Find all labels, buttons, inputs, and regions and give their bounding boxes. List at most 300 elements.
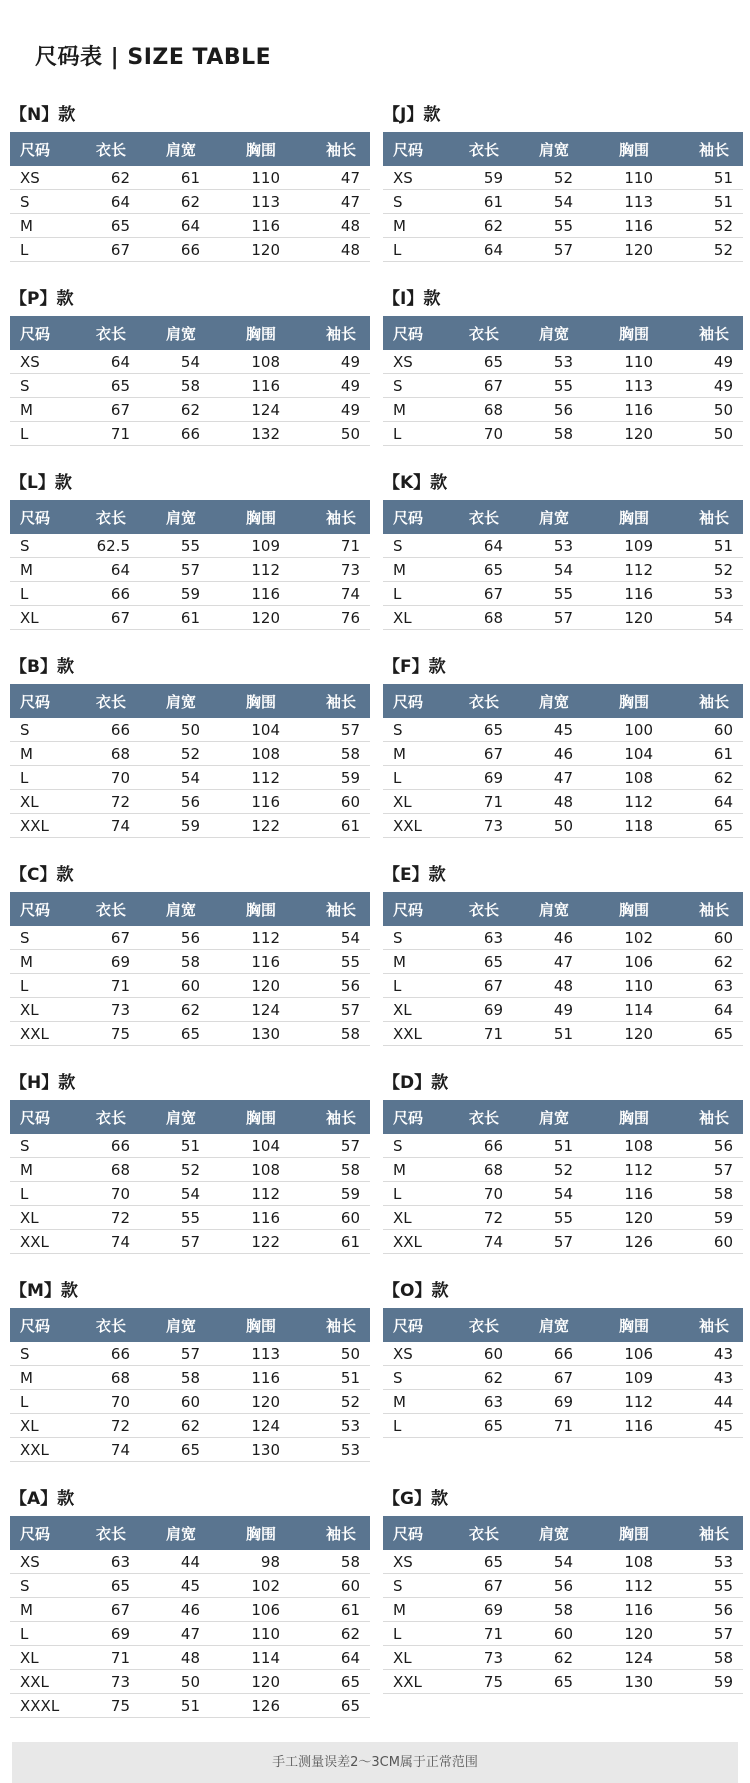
header-cell: 胸围 [245, 1316, 276, 1335]
table-cell: 65 [483, 560, 503, 579]
header-cell: 肩宽 [538, 1316, 569, 1335]
table-row [10, 1646, 370, 1670]
table-cell: 51 [713, 168, 733, 187]
table-cell: 44 [180, 1552, 200, 1571]
table-row [383, 1574, 743, 1598]
table-row [10, 790, 370, 814]
block-title: 【C】款 [10, 865, 74, 885]
table-cell: 100 [624, 720, 653, 739]
table-cell: 116 [624, 216, 653, 235]
table-cell: 66 [483, 1136, 503, 1155]
size-table [383, 1100, 743, 1254]
table-cell: 68 [110, 1160, 130, 1179]
table-header [10, 1100, 370, 1134]
header-cell: 肩宽 [165, 900, 196, 919]
table-cell: 54 [180, 1184, 200, 1203]
table-cell: 49 [553, 1000, 573, 1019]
header-cell: 肩宽 [538, 900, 569, 919]
table-row [10, 190, 370, 214]
table-cell: 68 [110, 1368, 130, 1387]
table-cell: 102 [251, 1576, 280, 1595]
table-cell: 57 [340, 1136, 360, 1155]
table-cell: 57 [553, 1232, 573, 1251]
table-cell: 120 [251, 1672, 280, 1691]
table-cell: S [393, 536, 403, 555]
size-table [10, 1308, 370, 1462]
table-row [383, 718, 743, 742]
table-cell: 62 [180, 400, 200, 419]
table-row [10, 166, 370, 190]
header-cell: 胸围 [618, 1316, 649, 1335]
table-cell: S [20, 928, 30, 947]
table-cell: 118 [624, 816, 653, 835]
table-cell: 58 [713, 1184, 733, 1203]
header-cell: 尺码 [393, 1108, 424, 1127]
table-cell: L [393, 768, 402, 787]
header-cell: 袖长 [325, 1524, 356, 1543]
table-cell: 52 [713, 216, 733, 235]
table-cell: XL [393, 1208, 412, 1227]
table-cell: S [393, 720, 403, 739]
table-cell: 66 [110, 720, 130, 739]
size-table [383, 316, 743, 446]
table-cell: 52 [340, 1392, 360, 1411]
header-cell: 肩宽 [165, 508, 196, 527]
table-cell: 57 [340, 1000, 360, 1019]
table-cell: 43 [713, 1344, 733, 1363]
table-cell: 116 [624, 1184, 653, 1203]
table-cell: 58 [713, 1648, 733, 1667]
header-cell: 胸围 [245, 508, 276, 527]
table-cell: 120 [251, 1392, 280, 1411]
table-cell: 59 [713, 1672, 733, 1691]
table-header [383, 132, 743, 166]
table-row [10, 1574, 370, 1598]
table-row [10, 1694, 370, 1718]
table-cell: 112 [251, 1184, 280, 1203]
table-cell: M [393, 952, 406, 971]
table-cell: 104 [624, 744, 653, 763]
table-cell: 44 [713, 1392, 733, 1411]
table-cell: 69 [110, 952, 130, 971]
size-block [383, 282, 743, 446]
table-cell: 55 [553, 584, 573, 603]
table-header [10, 1516, 370, 1550]
table-cell: 57 [340, 720, 360, 739]
table-cell: 45 [553, 720, 573, 739]
size-table [10, 892, 370, 1046]
table-row [383, 534, 743, 558]
table-cell: L [393, 424, 402, 443]
table-cell: 66 [110, 1344, 130, 1363]
table-cell: 130 [251, 1024, 280, 1043]
table-cell: 124 [251, 400, 280, 419]
table-cell: L [393, 1184, 402, 1203]
table-cell: 65 [483, 1552, 503, 1571]
table-cell: 112 [624, 1160, 653, 1179]
table-row [10, 1158, 370, 1182]
table-cell: 48 [340, 240, 360, 259]
table-header [383, 1516, 743, 1550]
size-table [383, 892, 743, 1046]
table-cell: L [20, 1184, 29, 1203]
table-cell: M [20, 952, 33, 971]
table-cell: 72 [110, 792, 130, 811]
table-cell: 49 [713, 376, 733, 395]
table-cell: 108 [624, 768, 653, 787]
table-cell: 71 [110, 1648, 130, 1667]
table-cell: 70 [110, 1184, 130, 1203]
table-cell: 73 [110, 1000, 130, 1019]
table-cell: 52 [180, 744, 200, 763]
table-cell: 51 [553, 1136, 573, 1155]
table-cell: S [20, 536, 30, 555]
table-cell: 57 [553, 240, 573, 259]
table-cell: 112 [624, 1392, 653, 1411]
table-header [383, 316, 743, 350]
table-row [10, 1366, 370, 1390]
table-cell: 65 [340, 1696, 360, 1715]
table-cell: 76 [340, 608, 360, 627]
table-row [383, 374, 743, 398]
header-cell: 胸围 [618, 140, 649, 159]
table-cell: 53 [553, 352, 573, 371]
table-row [383, 398, 743, 422]
table-cell: 69 [483, 1000, 503, 1019]
table-cell: XXL [393, 1232, 422, 1251]
table-cell: XL [20, 608, 39, 627]
table-cell: 64 [713, 792, 733, 811]
header-cell: 袖长 [698, 1524, 729, 1543]
table-cell: 52 [553, 1160, 573, 1179]
table-cell: 48 [340, 216, 360, 235]
table-cell: 71 [110, 424, 130, 443]
table-cell: 108 [624, 1136, 653, 1155]
table-cell: 65 [713, 816, 733, 835]
block-title: 【H】款 [10, 1073, 76, 1093]
table-cell: 65 [553, 1672, 573, 1691]
table-row [10, 1230, 370, 1254]
table-row [10, 398, 370, 422]
table-cell: 130 [251, 1440, 280, 1459]
table-row [383, 950, 743, 974]
table-cell: 75 [110, 1696, 130, 1715]
table-row [10, 1598, 370, 1622]
table-cell: 69 [483, 768, 503, 787]
table-cell: XXL [20, 1672, 49, 1691]
table-row [10, 1438, 370, 1462]
header-cell: 衣长 [95, 1316, 126, 1335]
table-cell: 71 [110, 976, 130, 995]
table-header [10, 500, 370, 534]
header-cell: 袖长 [325, 324, 356, 343]
table-cell: 120 [624, 240, 653, 259]
table-cell: 64 [713, 1000, 733, 1019]
table-cell: 58 [340, 1552, 360, 1571]
table-cell: 68 [483, 1160, 503, 1179]
table-cell: XXL [20, 1440, 49, 1459]
table-cell: 61 [713, 744, 733, 763]
table-cell: 74 [110, 1440, 130, 1459]
table-cell: 112 [624, 792, 653, 811]
table-cell: 56 [553, 1576, 573, 1595]
table-cell: 116 [624, 400, 653, 419]
table-cell: M [393, 400, 406, 419]
header-cell: 尺码 [20, 1108, 51, 1127]
size-block [10, 98, 370, 262]
table-cell: 58 [553, 424, 573, 443]
table-cell: 67 [483, 976, 503, 995]
table-cell: S [20, 1576, 30, 1595]
table-row [383, 814, 743, 838]
table-cell: 56 [713, 1136, 733, 1155]
table-row [383, 558, 743, 582]
table-cell: 47 [553, 768, 573, 787]
table-cell: 109 [251, 536, 280, 555]
table-cell: 71 [483, 1624, 503, 1643]
header-cell: 衣长 [95, 1524, 126, 1543]
header-cell: 袖长 [325, 508, 356, 527]
table-cell: 69 [483, 1600, 503, 1619]
table-cell: S [393, 928, 403, 947]
table-cell: 73 [483, 816, 503, 835]
table-cell: 57 [180, 1344, 200, 1363]
header-cell: 肩宽 [538, 508, 569, 527]
table-cell: 61 [180, 608, 200, 627]
table-cell: 61 [340, 1232, 360, 1251]
table-row [383, 790, 743, 814]
table-cell: 116 [624, 584, 653, 603]
table-row [383, 214, 743, 238]
table-cell: 120 [624, 1208, 653, 1227]
table-row [10, 1134, 370, 1158]
table-cell: 98 [260, 1552, 280, 1571]
table-cell: 62 [713, 952, 733, 971]
size-table [10, 132, 370, 262]
table-cell: 67 [483, 744, 503, 763]
header-cell: 袖长 [325, 900, 356, 919]
header-cell: 尺码 [20, 1524, 51, 1543]
table-cell: 62 [713, 768, 733, 787]
table-cell: 66 [110, 584, 130, 603]
header-cell: 尺码 [20, 900, 51, 919]
table-cell: 122 [251, 1232, 280, 1251]
table-cell: 114 [251, 1648, 280, 1667]
table-cell: 65 [713, 1024, 733, 1043]
table-cell: 106 [624, 952, 653, 971]
block-title: 【K】款 [383, 473, 448, 493]
table-cell: 50 [340, 1344, 360, 1363]
table-cell: 60 [713, 720, 733, 739]
table-cell: XXL [20, 1232, 49, 1251]
table-row [383, 1414, 743, 1438]
header-cell: 袖长 [698, 508, 729, 527]
table-cell: 71 [483, 792, 503, 811]
table-cell: 63 [110, 1552, 130, 1571]
table-cell: 64 [340, 1648, 360, 1667]
table-row [10, 1206, 370, 1230]
table-row [383, 1390, 743, 1414]
table-row [383, 766, 743, 790]
block-title: 【M】款 [10, 1281, 78, 1301]
table-cell: 55 [713, 1576, 733, 1595]
table-row [383, 926, 743, 950]
table-cell: 126 [251, 1696, 280, 1715]
size-block [10, 282, 370, 446]
table-cell: 55 [553, 216, 573, 235]
table-cell: 68 [483, 608, 503, 627]
table-cell: 50 [713, 400, 733, 419]
table-cell: 116 [251, 584, 280, 603]
table-row [10, 1414, 370, 1438]
header-cell: 胸围 [245, 324, 276, 343]
table-cell: 57 [713, 1160, 733, 1179]
table-cell: 110 [624, 352, 653, 371]
table-cell: 113 [251, 192, 280, 211]
table-cell: 108 [251, 352, 280, 371]
table-cell: 61 [483, 192, 503, 211]
table-cell: 65 [483, 952, 503, 971]
table-cell: 50 [553, 816, 573, 835]
header-cell: 尺码 [20, 140, 51, 159]
table-cell: L [20, 424, 29, 443]
table-row [383, 1342, 743, 1366]
size-table [383, 684, 743, 838]
table-cell: 53 [340, 1440, 360, 1459]
table-cell: 65 [483, 352, 503, 371]
table-cell: 66 [180, 424, 200, 443]
header-cell: 尺码 [393, 324, 424, 343]
table-cell: XS [393, 168, 413, 187]
table-row [10, 814, 370, 838]
header-cell: 胸围 [618, 508, 649, 527]
block-title: 【P】款 [10, 289, 74, 309]
header-cell: 胸围 [245, 140, 276, 159]
table-row [383, 166, 743, 190]
header-cell: 尺码 [20, 508, 51, 527]
table-cell: 70 [483, 424, 503, 443]
table-cell: XXL [393, 816, 422, 835]
header-cell: 肩宽 [538, 324, 569, 343]
table-cell: 54 [553, 560, 573, 579]
table-row [10, 1342, 370, 1366]
table-cell: M [393, 216, 406, 235]
size-table [383, 500, 743, 630]
table-cell: 58 [340, 1160, 360, 1179]
table-row [10, 214, 370, 238]
table-cell: XXXL [20, 1696, 60, 1715]
block-title: 【F】款 [383, 657, 446, 677]
table-cell: 64 [180, 216, 200, 235]
page-title: 尺码表 | SIZE TABLE [35, 45, 272, 70]
header-cell: 胸围 [618, 1108, 649, 1127]
table-row [10, 1622, 370, 1646]
table-cell: 58 [180, 952, 200, 971]
table-cell: 122 [251, 816, 280, 835]
table-row [383, 1598, 743, 1622]
table-cell: 49 [340, 352, 360, 371]
block-title: 【D】款 [383, 1073, 449, 1093]
table-cell: 56 [713, 1600, 733, 1619]
table-cell: 70 [483, 1184, 503, 1203]
header-cell: 衣长 [468, 140, 499, 159]
table-cell: 67 [110, 240, 130, 259]
table-row [383, 190, 743, 214]
table-cell: XL [393, 792, 412, 811]
header-cell: 尺码 [393, 508, 424, 527]
table-cell: 59 [713, 1208, 733, 1227]
table-cell: 74 [340, 584, 360, 603]
table-row [10, 350, 370, 374]
header-cell: 衣长 [95, 1108, 126, 1127]
table-cell: 65 [110, 1576, 130, 1595]
table-cell: 72 [110, 1208, 130, 1227]
table-cell: 57 [180, 1232, 200, 1251]
header-cell: 胸围 [618, 692, 649, 711]
header-cell: 袖长 [698, 140, 729, 159]
header-cell: 肩宽 [538, 1108, 569, 1127]
table-cell: 47 [340, 168, 360, 187]
header-cell: 尺码 [393, 1524, 424, 1543]
table-cell: 55 [180, 1208, 200, 1227]
table-row [383, 1366, 743, 1390]
header-cell: 袖长 [698, 1316, 729, 1335]
header-cell: 衣长 [95, 692, 126, 711]
table-cell: 108 [251, 1160, 280, 1179]
table-cell: 60 [483, 1344, 503, 1363]
table-cell: 53 [713, 1552, 733, 1571]
table-cell: XXL [20, 1024, 49, 1043]
size-block [383, 98, 743, 262]
table-row [10, 742, 370, 766]
table-cell: 70 [110, 1392, 130, 1411]
table-cell: 64 [110, 352, 130, 371]
table-cell: 60 [340, 1576, 360, 1595]
header-cell: 胸围 [245, 900, 276, 919]
header-cell: 衣长 [468, 1524, 499, 1543]
table-cell: 73 [340, 560, 360, 579]
block-title: 【O】款 [383, 1281, 449, 1301]
table-cell: L [393, 1416, 402, 1435]
header-cell: 袖长 [325, 140, 356, 159]
table-cell: M [20, 1160, 33, 1179]
table-cell: 71 [553, 1416, 573, 1435]
table-cell: 45 [180, 1576, 200, 1595]
header-cell: 袖长 [325, 1316, 356, 1335]
table-cell: 52 [553, 168, 573, 187]
table-cell: 120 [251, 608, 280, 627]
table-row [383, 974, 743, 998]
table-cell: XL [20, 1416, 39, 1435]
table-cell: 132 [251, 424, 280, 443]
table-cell: 68 [110, 744, 130, 763]
header-cell: 尺码 [20, 692, 51, 711]
table-cell: 63 [713, 976, 733, 995]
table-cell: 46 [180, 1600, 200, 1619]
table-cell: 52 [180, 1160, 200, 1179]
table-row [10, 974, 370, 998]
table-cell: 112 [624, 1576, 653, 1595]
table-cell: XS [393, 1344, 413, 1363]
table-cell: 59 [180, 584, 200, 603]
table-row [10, 718, 370, 742]
table-cell: 53 [340, 1416, 360, 1435]
table-cell: 124 [251, 1000, 280, 1019]
table-cell: XS [393, 1552, 413, 1571]
table-cell: 116 [251, 376, 280, 395]
table-cell: 54 [553, 1184, 573, 1203]
table-cell: 54 [180, 768, 200, 787]
